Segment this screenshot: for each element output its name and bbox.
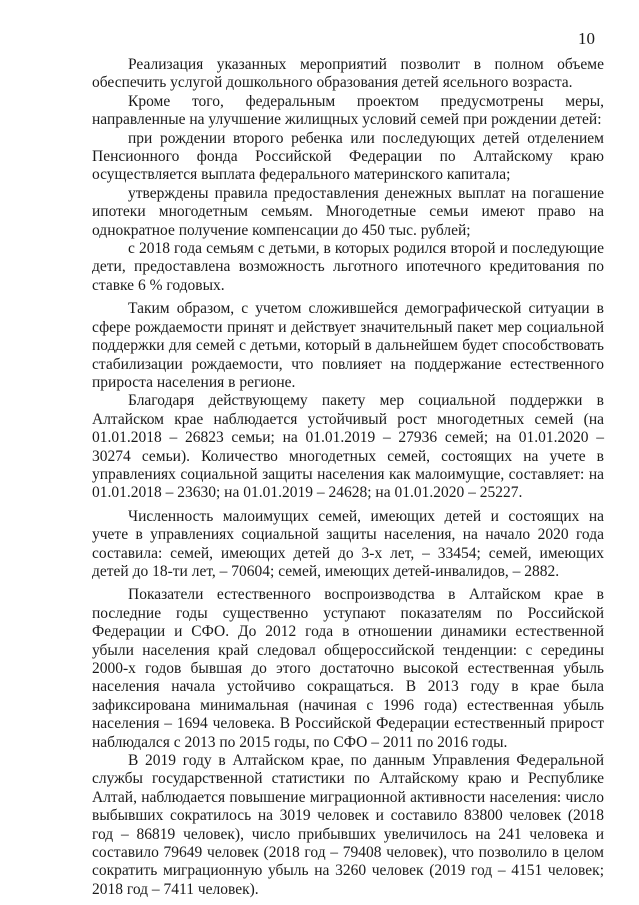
paragraph: Реализация указанных мероприятий позволит в полном объеме обеспечить услугой дошкольного образования детей ясельного возраста.	[92, 56, 604, 92]
paragraph: при рождении второго ребенка или последующих детей отделением Пенсионного фонда Российской Федерации по Алтайскому краю осуществляется выплата федерального материнского капитала;	[92, 129, 604, 184]
paragraph: с 2018 года семьям с детьми, в которых родился второй и последующие дети, предоставлена возможность льготного ипотечного кредитования по ставке 6 % годовых.	[92, 240, 604, 294]
paragraph: Показатели естественного воспроизводства в Алтайском крае в последние годы существенно уступают показателям по Российской Федерации и СФО. До 2012 года в отношении динамики естественной убыли населения край следовал общероссийской тенденции: с середины 2000-х годов бывшая до этого достаточно высокой естественная убыль населения начала устойчиво сокращаться. В 2013 году в крае была зафиксирована минимальная (начиная с 1996 года) естественная убыль населения – 1694 человека. В Российской Федерации естественный прирост наблюдался с 2013 по 2015 годы, по СФО – 2011 по 2016 годы.	[92, 586, 604, 751]
paragraph: Таким образом, с учетом сложившейся демографической ситуации в сфере рождаемости принят и действует значительный пакет мер социальной поддержки для семей с детьми, который в дальнейшем будет способствовать стабилизации рождаемости, что повлияет на поддержание естественного прироста населения в регионе.	[92, 300, 604, 391]
paragraph: Благодаря действующему пакету мер социальной поддержки в Алтайском крае наблюдается устойчивый рост многодетных семей (на 01.01.2018 – 26823 семьи; на 01.01.2019 – 27936 семей; на 01.01.2020 – 30274 семьи). Количество многодетных семей, состоящих на учете в управлениях социальной защиты населения как малоимущие, составляет: на 01.01.2018 – 23630; на 01.01.2019 – 24628; на 01.01.2020 – 25227.	[92, 392, 604, 502]
page-number: 10	[578, 29, 595, 48]
paragraph: Численность малоимущих семей, имеющих детей и состоящих на учете в управлениях социальной защиты населения, на начало 2020 года составила: семей, имеющих детей до 3-х лет, – 33454; семей, имеющих детей до 18-ти лет, – 70604; семей, имеющих детей-инвалидов, – 2882.	[92, 507, 604, 580]
paragraph: утверждены правила предоставления денежных выплат на погашение ипотеки многодетным семьям. Многодетные семьи имеют право на однократное получение компенсации до 450 тыс. рублей;	[92, 184, 604, 239]
document-body	[92, 56, 604, 899]
paragraph: В 2019 году в Алтайском крае, по данным Управления Федеральной службы государственной статистики по Алтайскому краю и Республике Алтай, наблюдается повышение миграционной активности населения: число выбывших сократилось на 3019 человек и составило 83800 человек (2018 год – 86819 человек), число прибывших увеличилось на 241 человека и составило 79649 человек (2018 год – 79408 человек), что позволило в целом сократить миграционную убыль на 3260 человек (2019 год – 4151 человек; 2018 год – 7411 человек).	[92, 752, 604, 898]
paragraph: Кроме того, федеральным проектом предусмотрены меры, направленные на улучшение жилищных условий семей при рождении детей:	[92, 92, 604, 129]
